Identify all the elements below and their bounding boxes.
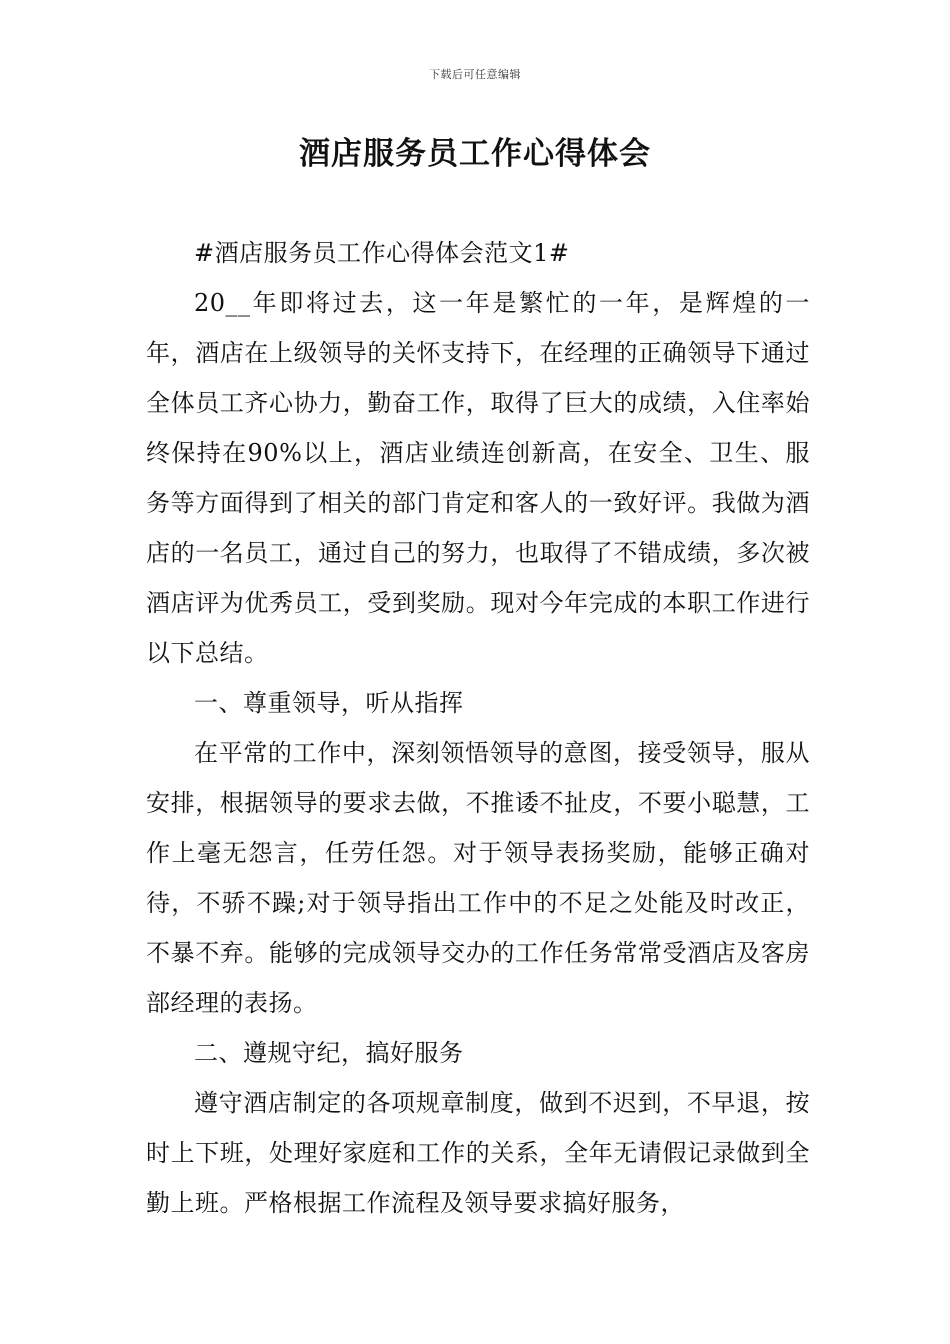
section-heading: 二、遵规守纪，搞好服务 xyxy=(194,1039,464,1067)
header-note: 下载后可任意编辑 xyxy=(429,68,521,81)
body-paragraph: 20__年即将过去，这一年是繁忙的一年，是辉煌的一年，酒店在上级领导的关怀支持下，在经理的正确领导下通过全体员工齐心协力，勤奋工作，取得了巨大的成绩，入住率始终保持在90%以上，酒店业绩连创新高，在安全、卫生、服务等方面得到了相关的部门肯定和客人的一致好评。我做为酒店的一名员工，通过自己的努力，也取得了不错成绩，多次被酒店评为优秀员工，受到奖励。现对今年完成的本职工作进行以下总结。 xyxy=(146,289,810,667)
document-body xyxy=(146,228,810,1228)
section-heading: 一、尊重领导，听从指挥 xyxy=(194,689,464,717)
body-paragraph: 遵守酒店制定的各项规章制度，做到不迟到，不早退，按时上下班，处理好家庭和工作的关系，全年无请假记录做到全勤上班。严格根据工作流程及领导要求搞好服务， xyxy=(146,1089,810,1217)
body-paragraph: 在平常的工作中，深刻领悟领导的意图，接受领导，服从安排，根据领导的要求去做，不推诿不扯皮，不要小聪慧，工作上毫无怨言，任劳任怨。对于领导表扬奖励，能够正确对待，不骄不躁;对于领导指出工作中的不足之处能及时改正，不暴不弃。能够的完成领导交办的工作任务常常受酒店及客房部经理的表扬。 xyxy=(146,739,810,1017)
section-heading-sample: #酒店服务员工作心得体会范文1# xyxy=(194,239,570,267)
document-title: 酒店服务员工作心得体会 xyxy=(299,136,651,172)
